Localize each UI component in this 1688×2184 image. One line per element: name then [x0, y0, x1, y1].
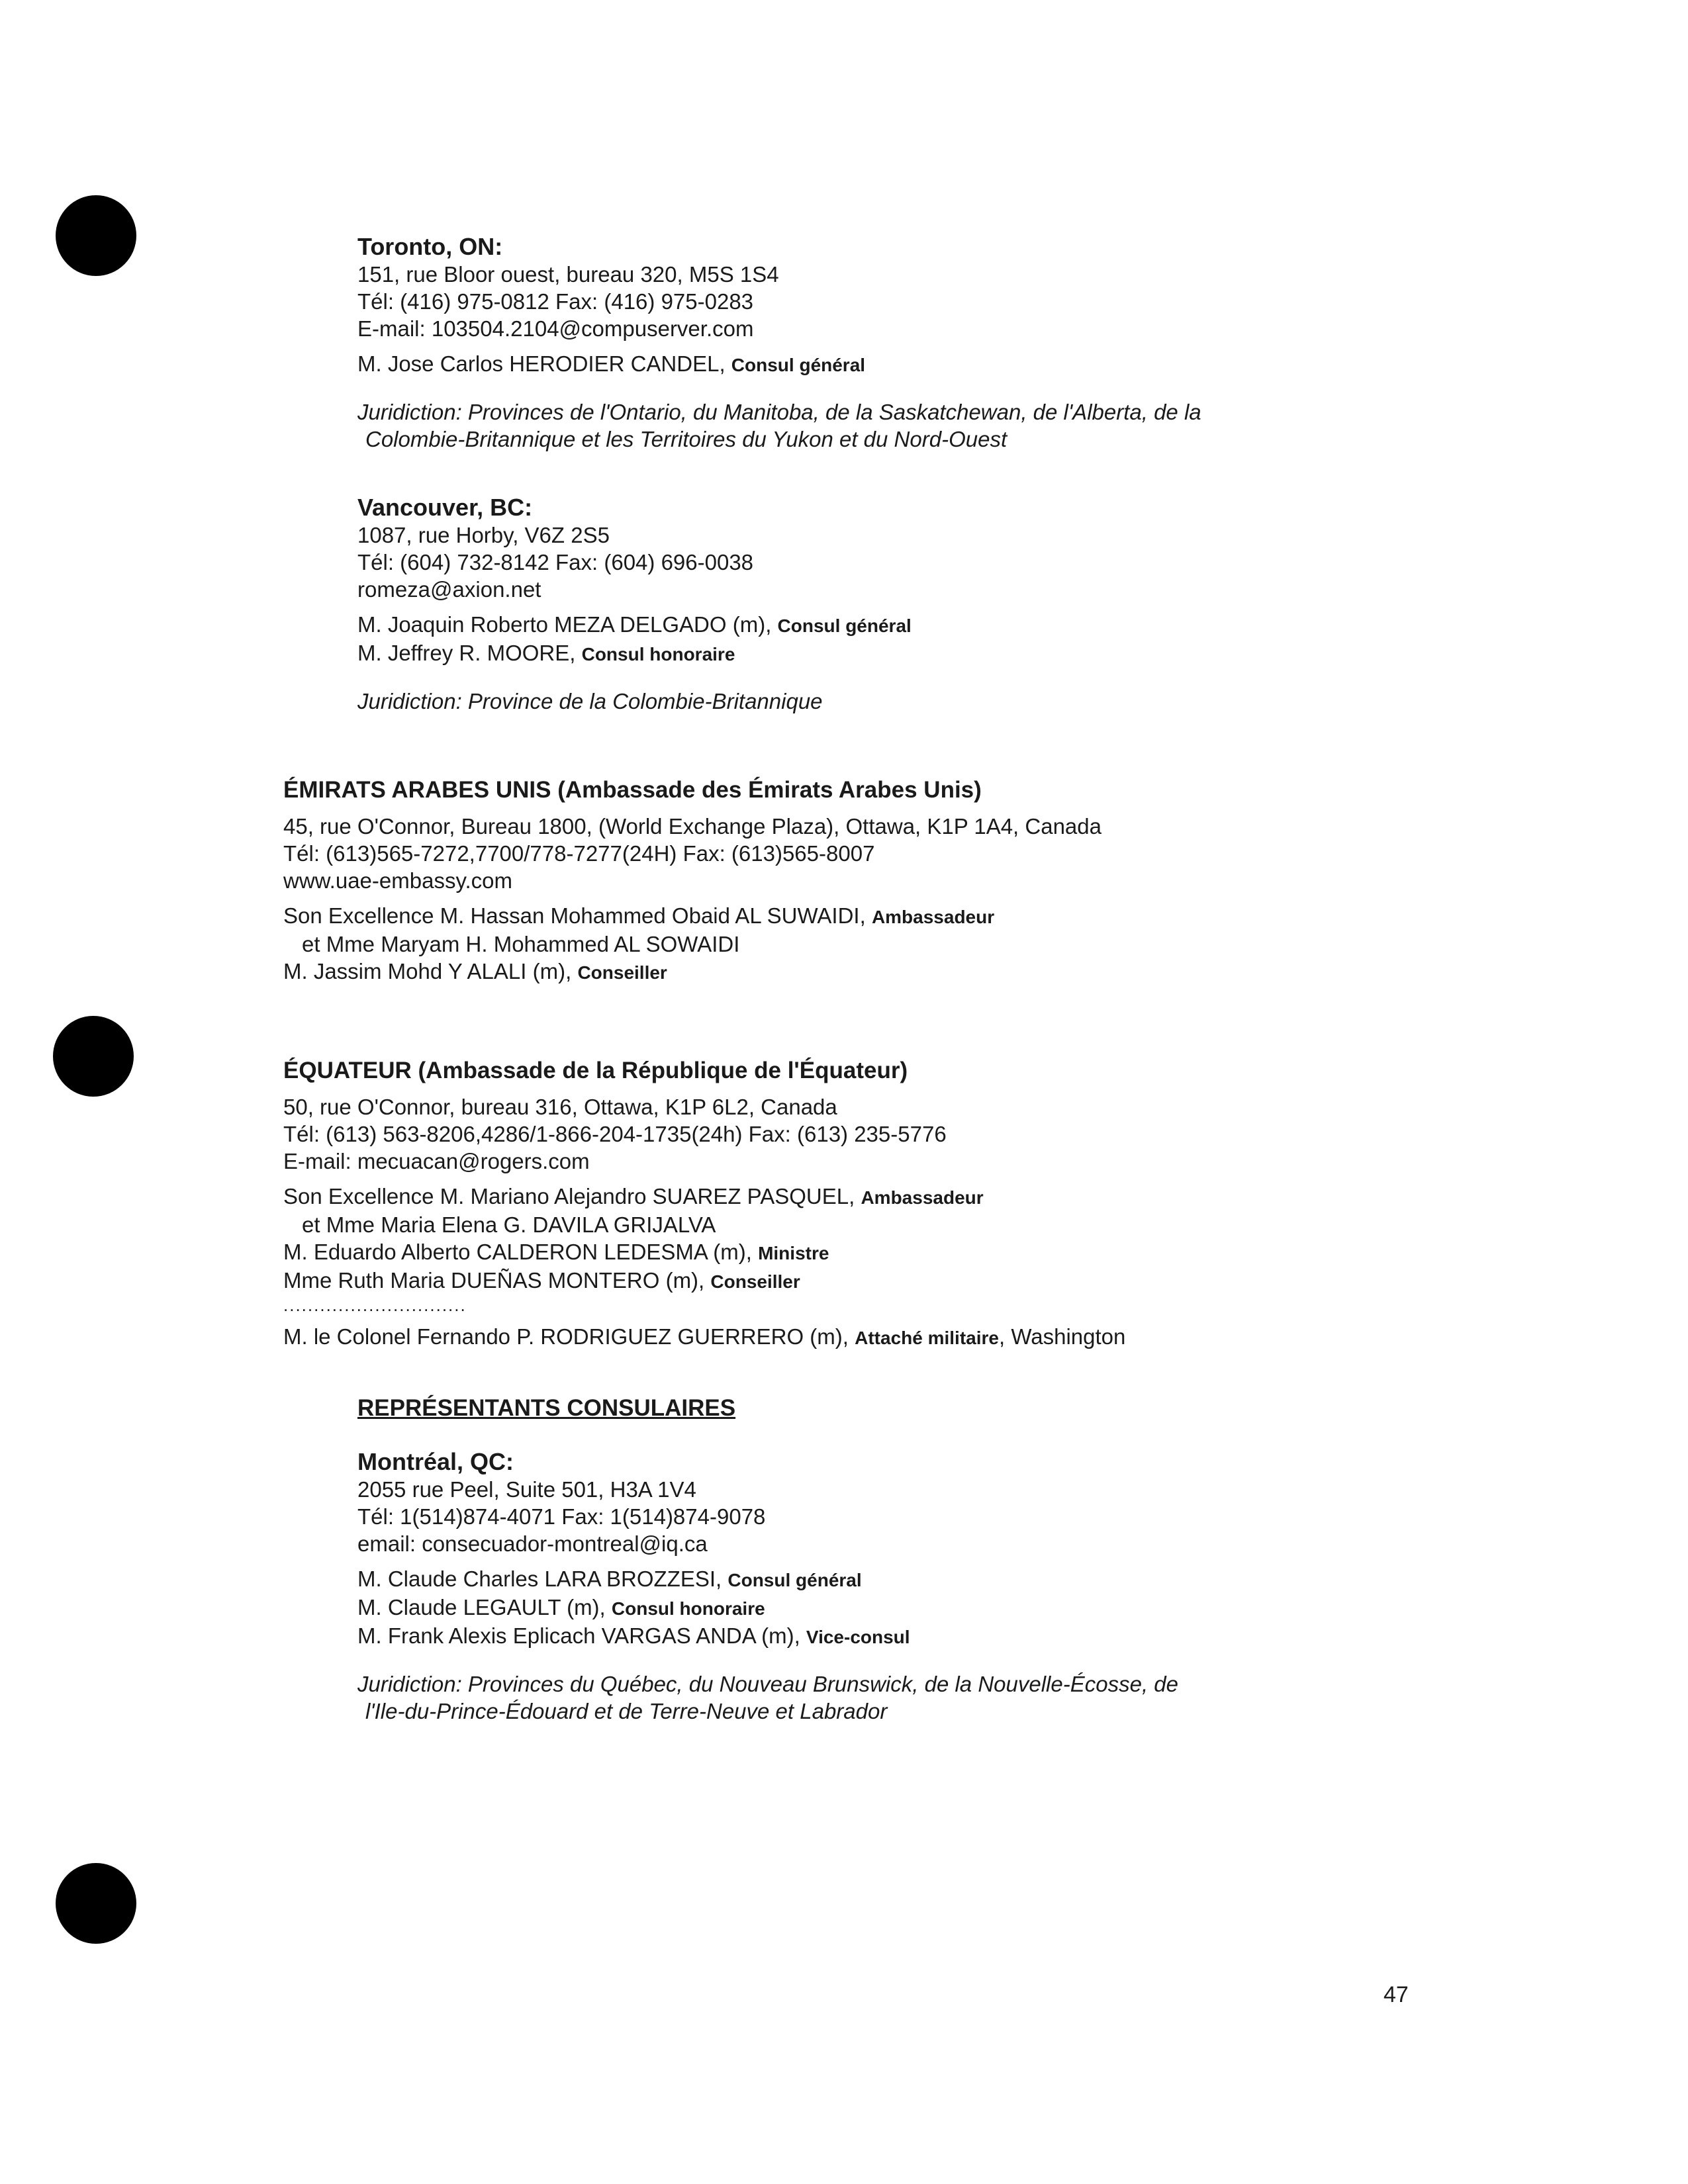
staff-title: Consul honoraire [581, 644, 735, 664]
consular-heading: REPRÉSENTANTS CONSULAIRES [357, 1395, 736, 1421]
staff-title: Ambassadeur [871, 907, 995, 927]
email: E-mail: 103504.2104@compuserver.com [357, 316, 754, 341]
staff-name: M. Frank Alexis Eplicach VARGAS ANDA (m), [357, 1623, 800, 1648]
staff-title: Consul général [731, 355, 866, 375]
address: 1087, rue Horby, V6Z 2S5 [357, 523, 610, 547]
staff-entry [283, 1267, 1125, 1295]
staff-entry [283, 1211, 1125, 1238]
jurisdiction-cont: Colombie-Britannique et les Territoires du Yukon et du Nord-Ouest [365, 427, 1008, 451]
jurisdiction: Juridiction: Provinces du Québec, du Nouveau Brunswick, de la Nouvelle-Écosse, de [357, 1672, 1178, 1696]
staff-entry [357, 1565, 1178, 1594]
city-heading: Vancouver, BC: [357, 494, 533, 521]
staff-entry [357, 639, 912, 668]
staff-name: et Mme Maria Elena G. DAVILA GRIJALVA [302, 1212, 716, 1237]
staff-entry [283, 931, 1102, 958]
staff-title: Ministre [758, 1243, 829, 1263]
staff-entry [283, 902, 1102, 931]
staff-name: Son Excellence M. Hassan Mohammed Obaid AL SUWAIDI, [283, 903, 866, 928]
staff-title: Ambassadeur [861, 1187, 984, 1208]
staff-name: M. Eduardo Alberto CALDERON LEDESMA (m), [283, 1240, 752, 1264]
city-heading: Toronto, ON: [357, 233, 503, 260]
binder-hole-bottom [56, 1863, 136, 1944]
toronto-section [357, 233, 1201, 453]
staff-entry [283, 1238, 1125, 1267]
address: 45, rue O'Connor, Bureau 1800, (World Exchange Plaza), Ottawa, K1P 1A4, Canada [283, 814, 1102, 839]
staff-name: Son Excellence M. Mariano Alejandro SUAREZ PASQUEL, [283, 1184, 855, 1208]
staff-entry [357, 1622, 1178, 1651]
staff-entry [283, 958, 1102, 986]
staff-title: Vice-consul [806, 1627, 910, 1647]
staff-entry [357, 350, 1201, 379]
vancouver-section [357, 494, 912, 715]
phone-fax: Tél: (604) 732-8142 Fax: (604) 696-0038 [357, 550, 754, 574]
jurisdiction: Juridiction: Provinces de l'Ontario, du Manitoba, de la Saskatchewan, de l'Alberta, de la [357, 400, 1201, 424]
staff-name: Mme Ruth Maria DUEÑAS MONTERO (m), [283, 1268, 705, 1293]
phone-fax: Tél: 1(514)874-4071 Fax: 1(514)874-9078 [357, 1504, 766, 1529]
phone-fax: Tél: (613) 563-8206,4286/1-866-204-1735(24h) Fax: (613) 235-5776 [283, 1122, 947, 1146]
binder-hole-middle [53, 1016, 134, 1097]
consular-section [357, 1395, 1178, 1725]
uae-section [283, 776, 1102, 986]
staff-name: M. Jose Carlos HERODIER CANDEL, [357, 351, 726, 376]
staff-name: M. le Colonel Fernando P. RODRIGUEZ GUERRERO (m), [283, 1324, 849, 1349]
staff-name: M. Claude LEGAULT (m), [357, 1595, 606, 1619]
phone-fax: Tél: (613)565-7272,7700/778-7277(24H) Fax: (613)565-8007 [283, 841, 875, 866]
city-heading: Montréal, QC: [357, 1448, 514, 1475]
staff-entry [283, 1183, 1125, 1211]
staff-title: Attaché militaire [855, 1328, 999, 1348]
staff-title: Consul général [777, 615, 912, 636]
staff-title: Conseiller [710, 1271, 800, 1292]
staff-entry [357, 611, 912, 639]
address: 2055 rue Peel, Suite 501, H3A 1V4 [357, 1477, 696, 1502]
staff-entry [357, 1594, 1178, 1622]
dotted-separator: .............................. [283, 1295, 467, 1315]
email: E-mail: mecuacan@rogers.com [283, 1149, 590, 1173]
binder-hole-top [56, 195, 136, 276]
page-number: 47 [1383, 1982, 1409, 2007]
staff-name: M. Jeffrey R. MOORE, [357, 641, 576, 665]
country-heading: ÉQUATEUR (Ambassade de la République de l'Équateur) [283, 1058, 908, 1083]
ecuador-section [283, 1056, 1125, 1351]
address: 151, rue Bloor ouest, bureau 320, M5S 1S4 [357, 262, 779, 287]
staff-title: Conseiller [577, 962, 667, 983]
staff-name: M. Joaquin Roberto MEZA DELGADO (m), [357, 612, 772, 637]
staff-title: Consul honoraire [611, 1598, 765, 1619]
email: romeza@axion.net [357, 577, 541, 602]
staff-name: M. Claude Charles LARA BROZZESI, [357, 1567, 722, 1591]
staff-title: Consul général [727, 1570, 862, 1590]
staff-name: M. Jassim Mohd Y ALALI (m), [283, 959, 572, 983]
staff-entry [283, 1323, 1125, 1351]
phone-fax: Tél: (416) 975-0812 Fax: (416) 975-0283 [357, 289, 754, 314]
email: email: consecuador-montreal@iq.ca [357, 1531, 708, 1556]
country-heading: ÉMIRATS ARABES UNIS (Ambassade des Émirats Arabes Unis) [283, 777, 982, 803]
address: 50, rue O'Connor, bureau 316, Ottawa, K1P 6L2, Canada [283, 1095, 837, 1119]
staff-location: , Washington [998, 1324, 1126, 1349]
jurisdiction-cont: l'Ile-du-Prince-Édouard et de Terre-Neuve et Labrador [365, 1699, 888, 1723]
website: www.uae-embassy.com [283, 868, 513, 893]
jurisdiction: Juridiction: Province de la Colombie-Britannique [357, 689, 823, 713]
staff-name: et Mme Maryam H. Mohammed AL SOWAIDI [302, 932, 740, 956]
